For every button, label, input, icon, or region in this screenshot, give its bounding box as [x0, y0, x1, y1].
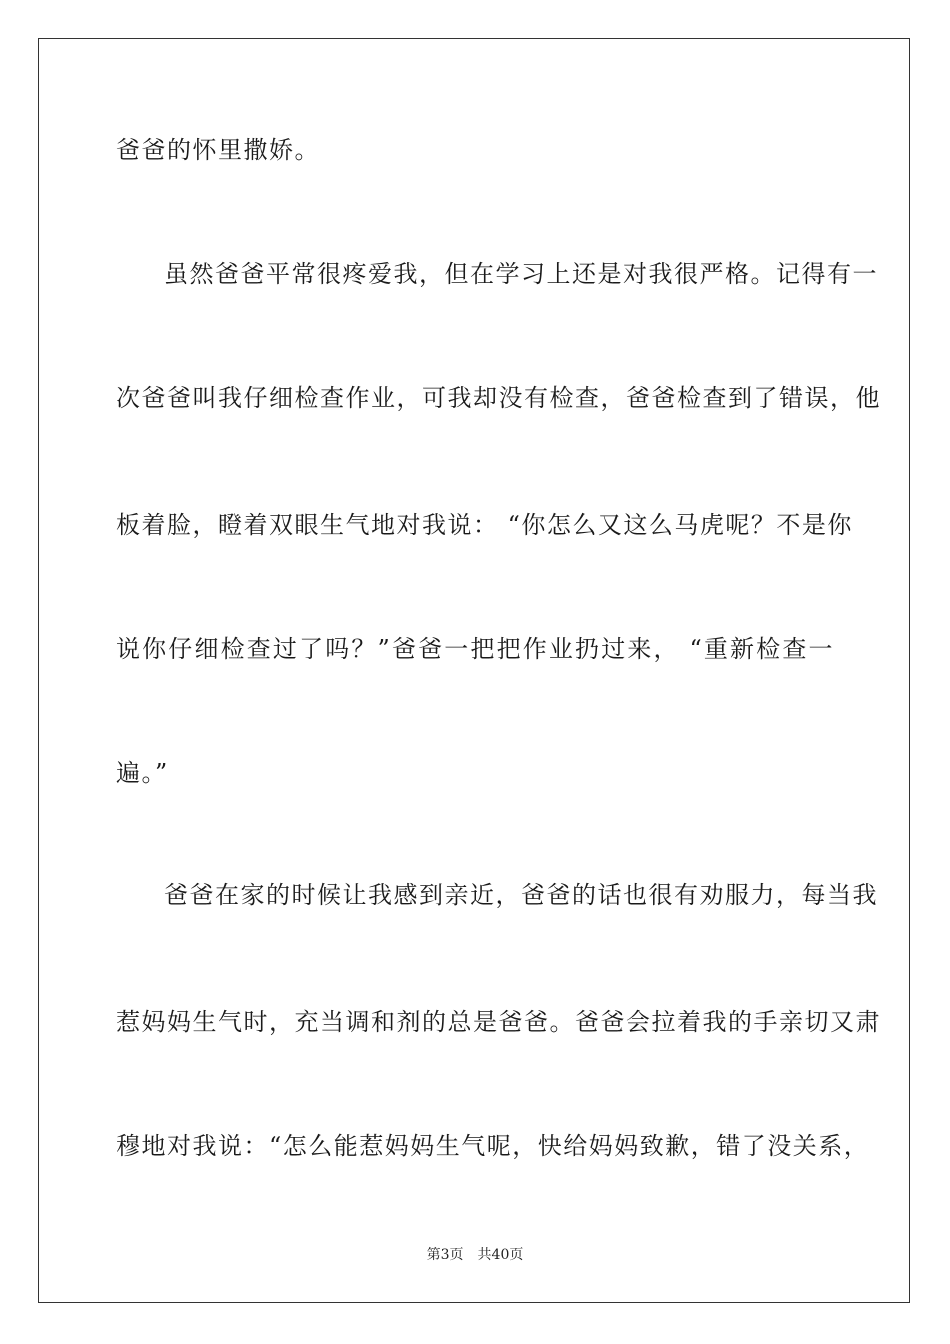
text-line-6: 遍。” [116, 759, 169, 787]
page-border [38, 38, 910, 1303]
page-total: 共40页 [477, 1247, 524, 1263]
text-line-7: 爸爸在家的时候让我感到亲近，爸爸的话也很有劝服力，每当我 [164, 881, 878, 909]
text-line-9: 穆地对我说：“怎么能惹妈妈生气呢，快给妈妈致歉，错了没关系， [116, 1132, 870, 1160]
page-footer [0, 1246, 950, 1264]
page-number: 第3页 [426, 1247, 464, 1263]
text-line-4: 板着脸，瞪着双眼生气地对我说： “你怎么又这么马虎呢？不是你 [116, 511, 853, 539]
text-line-8: 惹妈妈生气时，充当调和剂的总是爸爸。爸爸会拉着我的手亲切又肃 [116, 1008, 881, 1036]
text-line-3: 次爸爸叫我仔细检查作业，可我却没有检查，爸爸检查到了错误，他 [116, 384, 881, 412]
text-line-5: 说你仔细检查过了吗？”爸爸一把把作业扔过来， “重新检查一 [116, 635, 834, 663]
text-line-2: 虽然爸爸平常很疼爱我，但在学习上还是对我很严格。记得有一 [164, 260, 878, 288]
text-line-1: 爸爸的怀里撒娇。 [116, 136, 320, 164]
